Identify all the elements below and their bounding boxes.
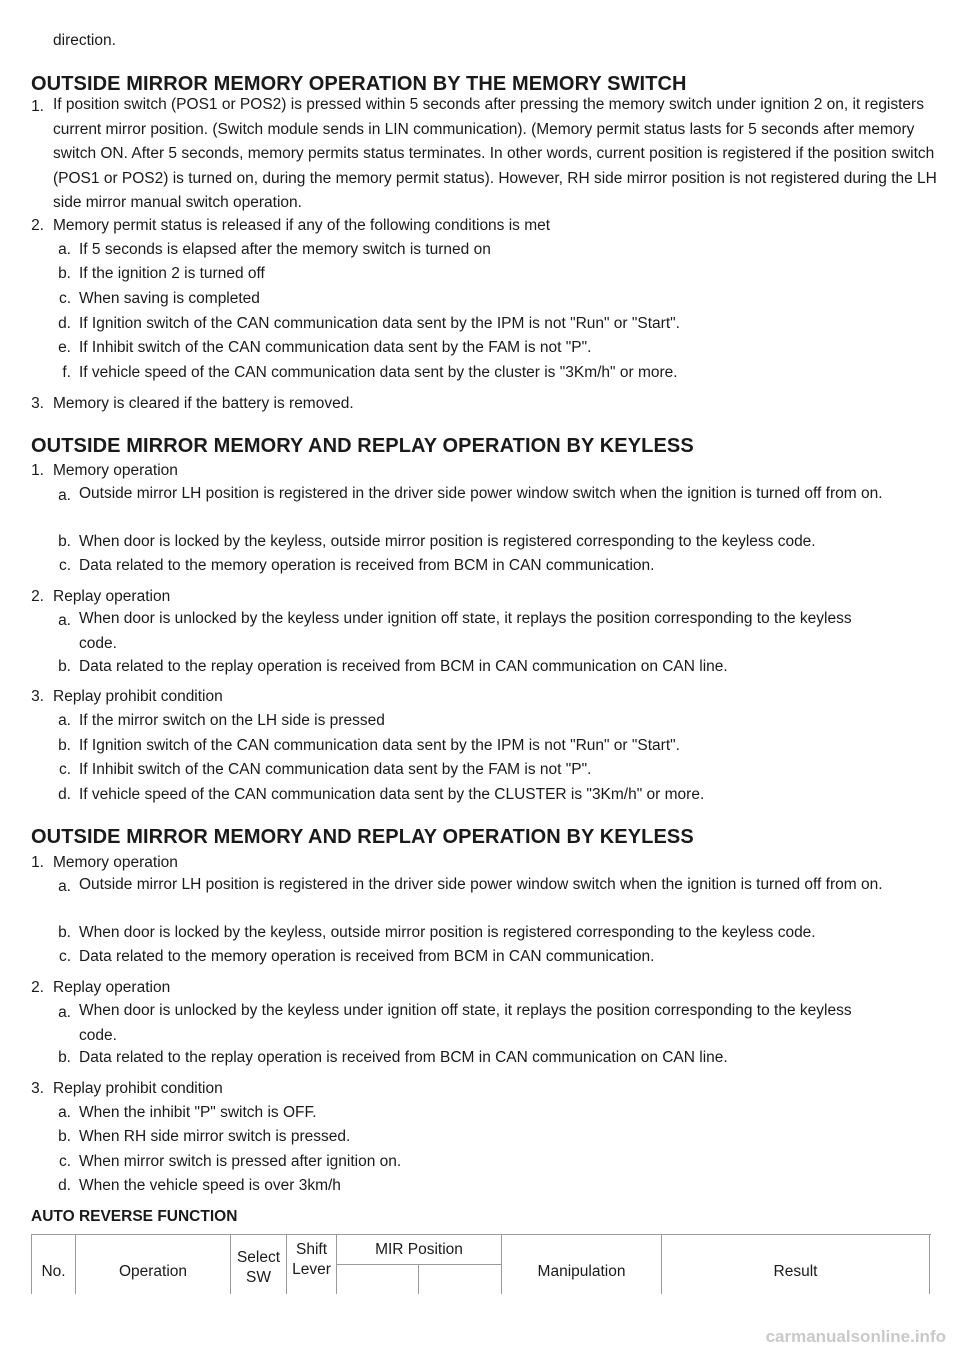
sub-item-text: If Inhibit switch of the CAN communication data sent by the FAM is not "P". (79, 761, 592, 778)
list-number: 3. (31, 1080, 44, 1097)
list-item-text: Memory operation (53, 854, 178, 871)
sub-label: b. (58, 265, 71, 282)
watermark: carmanualsonline.info (765, 1327, 946, 1346)
sub-label: f. (62, 364, 71, 381)
list-item-text: Memory permit status is released if any of the following conditions is met (53, 217, 551, 234)
sub-label: c. (58, 1153, 71, 1170)
sub-item-text: When RH side mirror switch is pressed. (79, 1128, 351, 1145)
sub-label: a. (58, 712, 71, 729)
intro-text: direction. (53, 32, 116, 49)
col-header-result: Result (661, 1234, 930, 1294)
sub-label: b. (58, 658, 71, 675)
sub-item-text: If the mirror switch on the LH side is pressed (79, 712, 385, 729)
sub-label: a. (58, 241, 71, 258)
sub-label: b. (58, 924, 71, 941)
sub-item-text: If vehicle speed of the CAN communication data sent by the cluster is "3Km/h" or more. (79, 364, 678, 381)
sub-item-text: Data related to the memory operation is received from BCM in CAN communication. (79, 948, 655, 965)
list-number: 2. (31, 588, 44, 605)
sub-item-text: When door is unlocked by the keyless under ignition off state, it replays the position corresponding to the keyless code. (79, 610, 852, 652)
list-number: 2. (31, 979, 44, 996)
sub-item-text: Outside mirror LH position is registered in the driver side power window switch when the ignition is turned off from on. (79, 485, 883, 502)
sub-label: a. (58, 1104, 71, 1121)
sub-item-text: When mirror switch is pressed after ignition on. (79, 1153, 402, 1170)
list-number: 2. (31, 217, 44, 234)
sub-item-text: When door is locked by the keyless, outside mirror position is registered corresponding to the keyless code. (79, 533, 816, 550)
col-header-select-sw: Select SW (230, 1234, 286, 1294)
col-header-operation: Operation (75, 1234, 230, 1294)
sub-label: d. (58, 315, 71, 332)
sub-label: e. (58, 339, 71, 356)
list-item-text: Replay operation (53, 588, 171, 605)
sub-item-text: If 5 seconds is elapsed after the memory switch is turned on (79, 241, 491, 258)
list-item-text: Replay operation (53, 979, 171, 996)
sub-item-text: Data related to the memory operation is received from BCM in CAN communication. (79, 557, 655, 574)
sub-label: a. (58, 1004, 71, 1021)
sub-item-text: When door is locked by the keyless, outside mirror position is registered corresponding to the keyless code. (79, 924, 816, 941)
sub-label: b. (58, 737, 71, 754)
sub-item-text: Data related to the replay operation is received from BCM in CAN communication on CAN line. (79, 658, 728, 675)
list-item-text: Replay prohibit condition (53, 688, 223, 705)
col-header-manipulation: Manipulation (501, 1234, 661, 1294)
sub-label: d. (58, 786, 71, 803)
mir-subcol-divider (418, 1264, 419, 1294)
section-heading-memory-switch: OUTSIDE MIRROR MEMORY OPERATION BY THE MEMORY SWITCH (31, 73, 687, 95)
sub-item-text: When saving is completed (79, 290, 260, 307)
sub-label: c. (58, 557, 71, 574)
sub-label: b. (58, 533, 71, 550)
col-header-shift-lever: Shift Lever (286, 1234, 336, 1294)
sub-item-text: If Ignition switch of the CAN communication data sent by the IPM is not "Run" or "Start". (79, 315, 680, 332)
list-item-text: Memory operation (53, 462, 178, 479)
sub-item-text: When the vehicle speed is over 3km/h (79, 1177, 341, 1194)
sub-label: b. (58, 1128, 71, 1145)
sub-item-text: Data related to the replay operation is received from BCM in CAN communication on CAN line. (79, 1049, 728, 1066)
sub-label: c. (58, 948, 71, 965)
sub-item-text: If Ignition switch of the CAN communication data sent by the IPM is not "Run" or "Start". (79, 737, 680, 754)
auto-reverse-table (31, 1234, 931, 1286)
section-heading-keyless: OUTSIDE MIRROR MEMORY AND REPLAY OPERATION BY KEYLESS (31, 435, 694, 457)
auto-reverse-heading: AUTO REVERSE FUNCTION (31, 1208, 238, 1225)
sub-item-text: If the ignition 2 is turned off (79, 265, 265, 282)
list-number: 1. (31, 462, 44, 479)
list-number: 3. (31, 395, 44, 412)
sub-label: a. (58, 487, 71, 504)
sub-label: c. (58, 761, 71, 778)
section-heading-keyless-2: OUTSIDE MIRROR MEMORY AND REPLAY OPERATION BY KEYLESS (31, 826, 694, 848)
sub-item-text: When the inhibit "P" switch is OFF. (79, 1104, 317, 1121)
sub-item-text: When door is unlocked by the keyless under ignition off state, it replays the position corresponding to the keyless code. (79, 1002, 852, 1044)
sub-item-text: If Inhibit switch of the CAN communication data sent by the FAM is not "P". (79, 339, 592, 356)
sub-label: a. (58, 878, 71, 895)
list-item-text: Replay prohibit condition (53, 1080, 223, 1097)
sub-label: c. (58, 290, 71, 307)
list-item-text: Memory is cleared if the battery is removed. (53, 395, 354, 412)
sub-item-text: Outside mirror LH position is registered in the driver side power window switch when the ignition is turned off from on. (79, 876, 883, 893)
paragraph-memory-register: If position switch (POS1 or POS2) is pressed within 5 seconds after pressing the memory switch under ignition 2 on, it registers current mirror position. (Switch module sends in LIN communication). (Memory permit status lasts for 5 seconds after memory switch ON. After 5 seconds, memory permits status terminates. In other words, current position is registered if the position switch (POS1 or POS2) is turned on, during the memory permit status). However, RH side mirror position is not registered during the LH side mirror manual switch operation. (53, 96, 937, 211)
col-header-mir-position: MIR Position (336, 1234, 501, 1294)
list-number: 1. (31, 98, 44, 115)
list-number: 1. (31, 854, 44, 871)
list-number: 3. (31, 688, 44, 705)
sub-label: d. (58, 1177, 71, 1194)
sub-label: b. (58, 1049, 71, 1066)
sub-label: a. (58, 612, 71, 629)
col-header-no: No. (31, 1234, 75, 1294)
sub-item-text: If vehicle speed of the CAN communication data sent by the CLUSTER is "3Km/h" or more. (79, 786, 705, 803)
